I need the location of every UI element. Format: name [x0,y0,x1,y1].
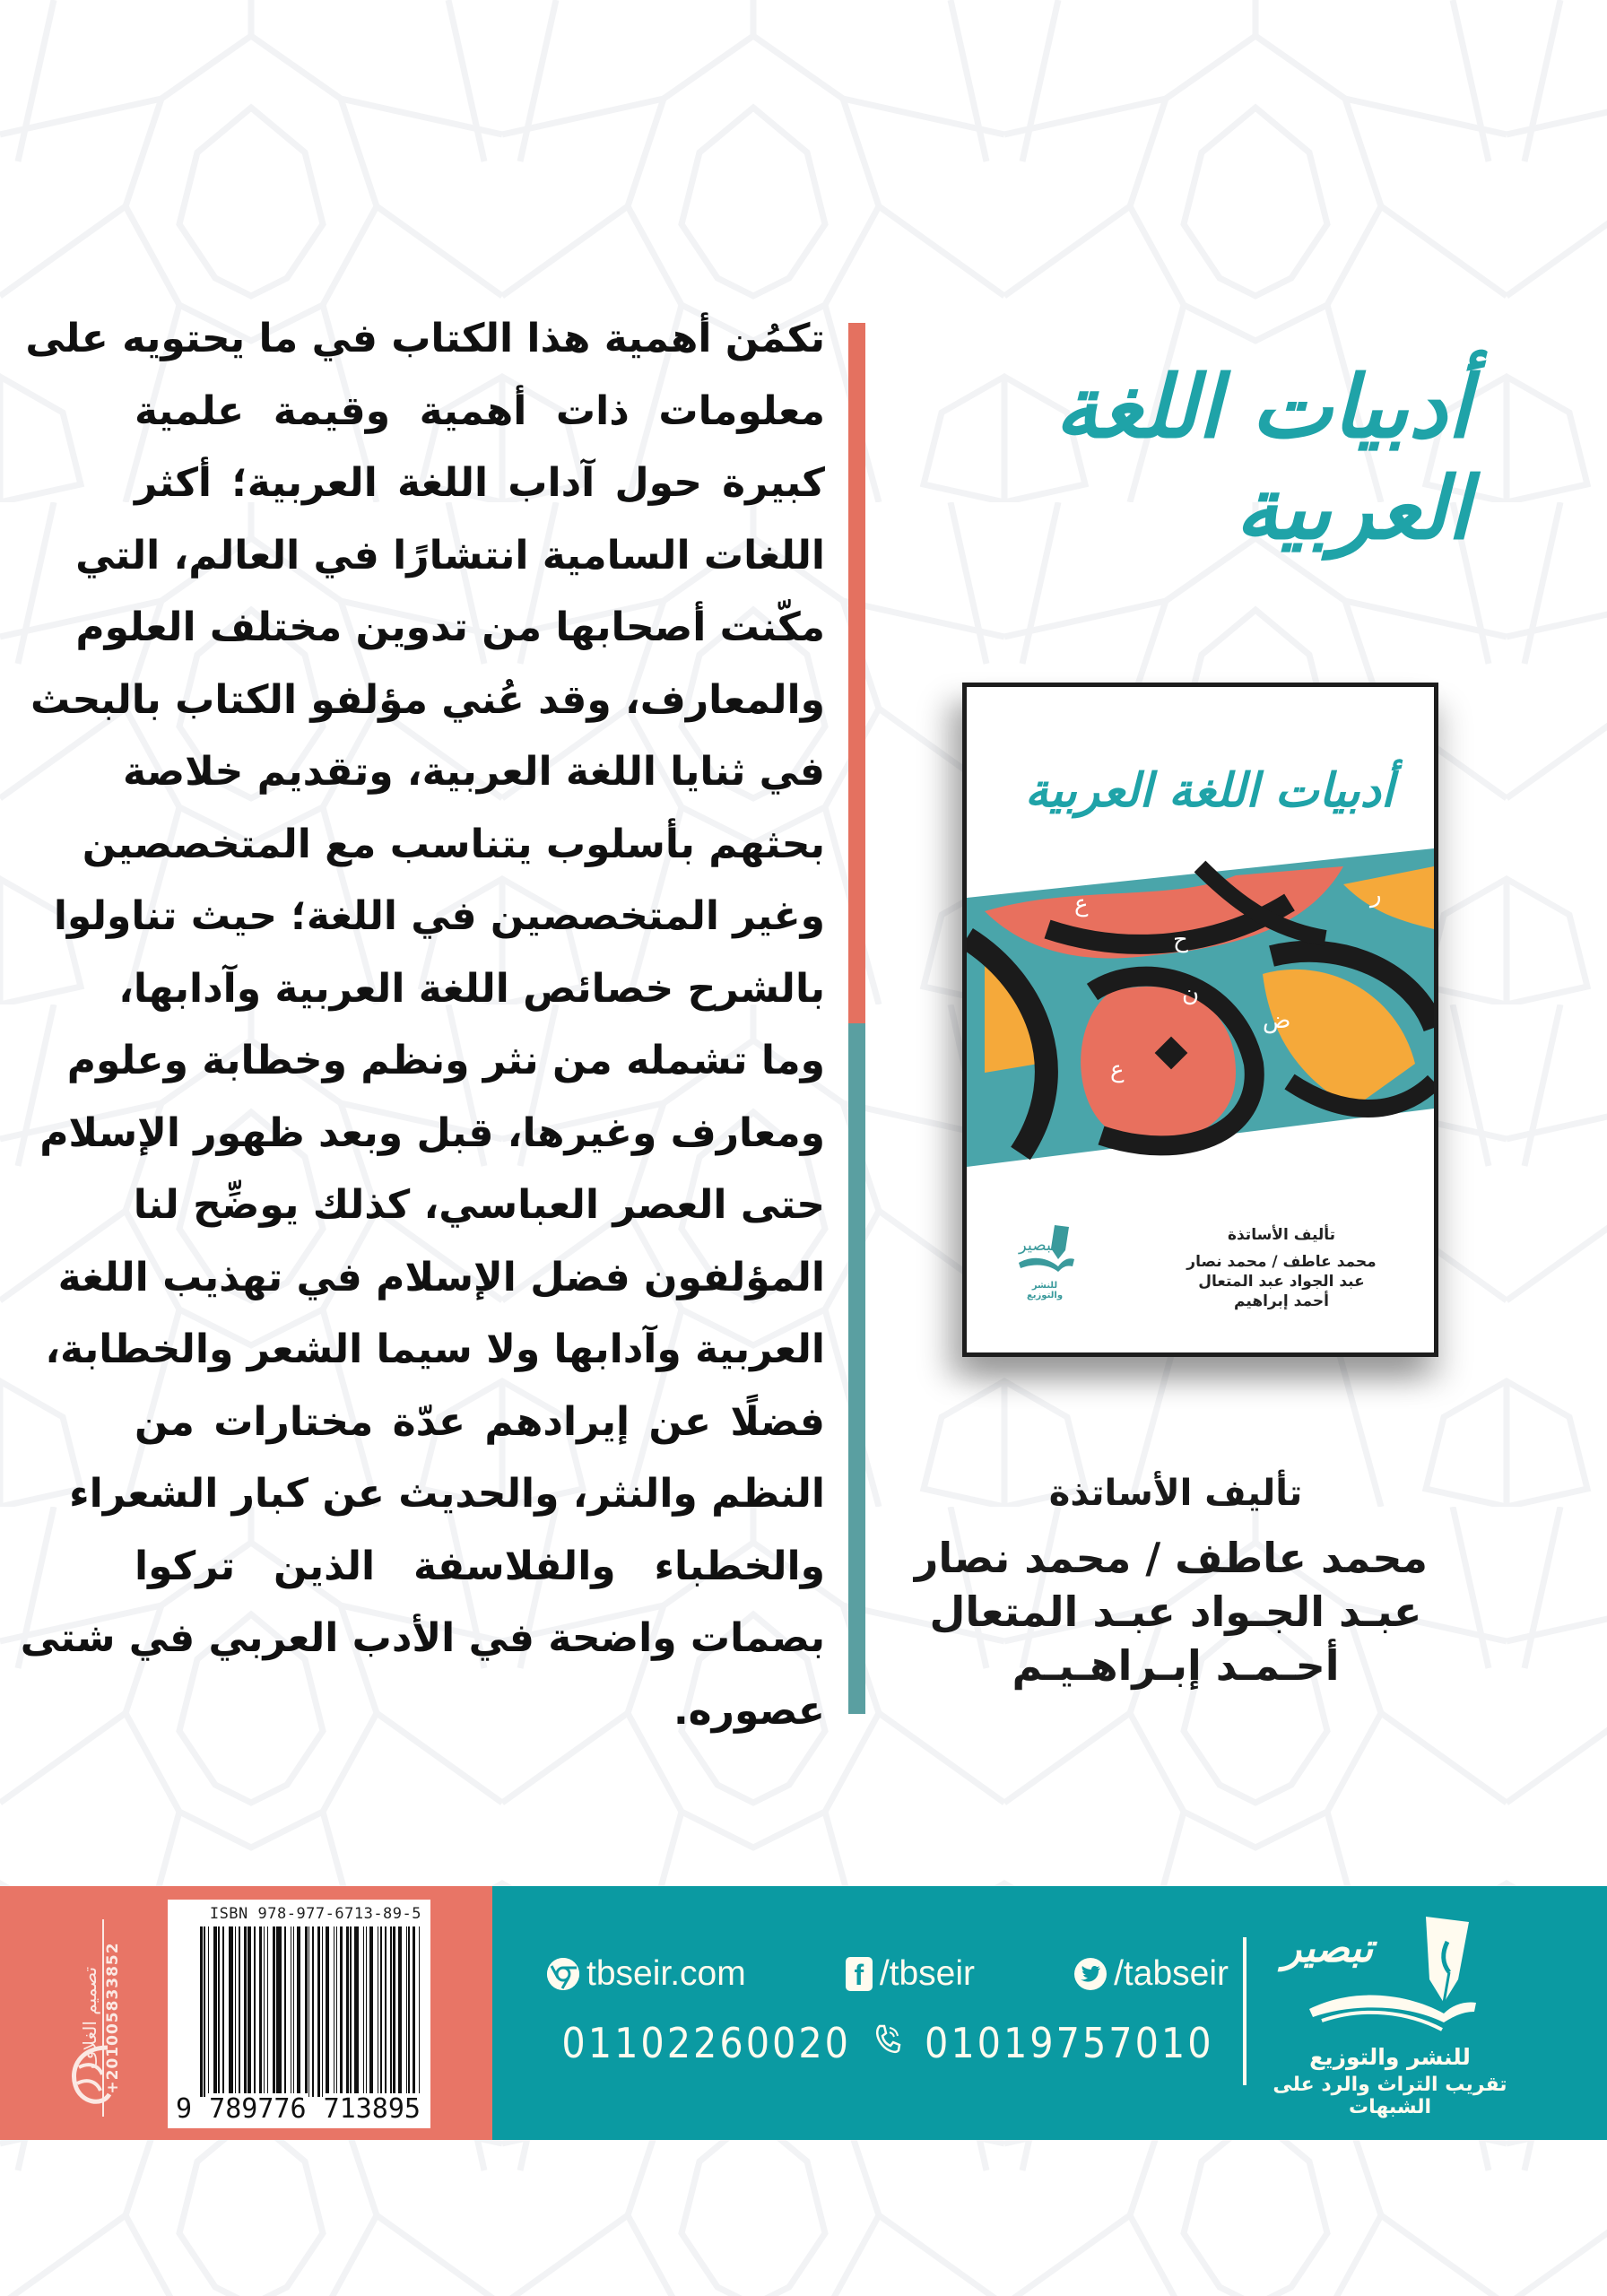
phone-icon [874,2024,901,2062]
barcode-bar [340,1926,343,2097]
book-mockup-author-line: محمد عاطف / محمد نصار [1186,1253,1377,1271]
calligraphy-art-band [967,848,1434,1180]
barcode-bar [393,1926,395,2097]
barcode-bar [317,1926,320,2097]
barcode-bar [200,1926,203,2097]
svg-text:ع: ع [1110,1057,1125,1083]
barcode-bar [312,1926,313,2097]
authors-label: تأليف الأساتذة [1048,1473,1303,1514]
publisher-brand: تبصير [1282,1926,1374,1971]
barcode-bar [366,1926,367,2097]
barcode-bar [322,1926,323,2097]
divider-bar-coral [848,323,865,1023]
barcode-bar [326,1926,329,2097]
svg-text:ر: ر [1370,882,1382,909]
barcode-bar [267,1926,268,2097]
barcode-bar [213,1926,217,2097]
barcode-bar [369,1926,373,2097]
author-line: محمد عاطف / محمد نصار [914,1534,1428,1582]
barcode-bar [244,1926,247,2097]
svg-text:ح: ح [1173,926,1188,953]
barcode-bar [273,1926,275,2097]
twitter-icon [1074,1958,1107,1990]
website-link[interactable]: tbseir.com [547,1954,746,1994]
svg-text:تبصير: تبصير [1019,1236,1056,1255]
barcode-bar [390,1926,391,2097]
publisher-name: للنشر والتوزيع [1309,2044,1471,2070]
barcode-bar [305,1926,308,2097]
facebook-icon: f [846,1957,873,1991]
designer-phone: +201005833852 [104,1942,122,2094]
barcode-bar [308,1926,309,2097]
publisher-logo [1264,1906,1516,2130]
publisher-tagline: تقريب التراث والرد على الشبهات [1273,2074,1507,2118]
author-line: عبـد الجـواد عبـد المتعال [929,1587,1422,1636]
twitter-link[interactable]: /tabseir [1074,1954,1229,1994]
description-line: والخطباء والفلاسفة الذين تركوا [135,1543,825,1589]
book-mockup-publisher-logo: تبصير للنشر والتوزيع [1013,1223,1076,1300]
description-line: فضلًا عن إيرادهم عدّة مختارات من [135,1398,825,1445]
description-line: المؤلفون فضل الإسلام في تهذيب اللغة [57,1254,825,1300]
book-title-calligraphy: أدبيات اللغة العربية [1055,356,1471,559]
author-line: أحـمـد إبـراهـيـم [1012,1641,1340,1690]
svg-text:ع: ع [1074,891,1089,918]
phone-number[interactable]: 01102260020 [561,2019,851,2067]
isbn-barcode [168,1900,430,2128]
barcode-bar [259,1926,262,2097]
barcode-bar [284,1926,287,2097]
divider-bar-teal [848,1023,865,1714]
barcode-bar [336,1926,337,2097]
description-line: تكمُن أهمية هذا الكتاب في ما يحتويه على [25,316,825,361]
svg-text:ن: ن [1182,980,1200,1007]
description-line: وما تشمله من نثر ونظم وخطابة وعلوم [66,1038,825,1083]
book-mockup-title: أدبيات اللغة العربية [1024,762,1394,818]
barcode-bar [398,1926,402,2097]
barcode-bar [363,1926,364,2097]
pen-book-logo-icon [1013,1223,1076,1277]
description-line: حتى العصر العباسي، كذلك يوضِّح لنا [133,1182,825,1228]
description-line: معلومات ذات أهمية وقيمة علمية [135,387,825,434]
book-mockup-credits: تأليف الأساتذة محمد عاطف / محمد نصار عبد الجواد عبد المتعال أحمد إبراهيم [1165,1225,1398,1311]
phone-number[interactable]: 01019757010 [925,2019,1214,2067]
book-cover-mockup [962,683,1438,1357]
barcode-bars [200,1926,421,2097]
description-line: كبيرة حول آداب اللغة العربية؛ أكثر [135,460,825,506]
isbn-digits: 9 789776 713895 [176,2093,421,2125]
description-line: بحثهم بأسلوب يتناسب مع المتخصصين [82,821,825,867]
designer-signature-icon [63,2040,117,2112]
description-line: اللغات السامية انتشارًا في العالم، التي [75,532,825,578]
barcode-bar [222,1926,225,2097]
barcode-bar [297,1926,300,2097]
isbn-label: ISBN 978-977-6713-89-5 [209,1905,421,1923]
barcode-bar [293,1926,294,2097]
barcode-bar [218,1926,219,2097]
barcode-bar [208,1926,209,2097]
barcode-bar [276,1926,282,2097]
barcode-bar [235,1926,236,2097]
barcode-bar [354,1926,360,2097]
description-line: النظم والنثر، والحديث عن كبار الشعراء [69,1471,825,1517]
description-line: في ثنايا اللغة العربية، وتقديم خلاصة [122,749,825,795]
publisher-contacts [547,1951,1229,2067]
barcode-bar [413,1926,415,2097]
description-line: وغير المتخصصين في اللغة؛ حيث تناولوا [53,893,825,939]
description-line: والمعارف، وقد عُني مؤلفو الكتاب بالبحث [30,676,825,723]
barcode-bar [419,1926,420,2097]
book-description [20,303,825,1747]
description-line: عصوره. [673,1687,825,1734]
barcode-bar [350,1926,351,2097]
barcode-bar [346,1926,349,2097]
chrome-icon [547,1958,579,1990]
barcode-bar [385,1926,386,2097]
publisher-divider [1243,1937,1247,2085]
barcode-bar [406,1926,407,2097]
book-mockup-author-line: عبد الجواد عبد المتعال [1198,1273,1365,1291]
designer-label: تصميم الغلاف [79,1919,104,2117]
authors-block [914,1466,1428,1692]
book-mockup-author-line: أحمد إبراهيم [1234,1292,1329,1310]
facebook-link[interactable]: f /tbseir [846,1954,975,1994]
description-line: ومعارف وغيرها، قبل وبعد ظهور الإسلام [39,1109,825,1156]
description-line: بصمات واضحة في الأدب العربي في شتى [20,1615,825,1661]
barcode-bar [380,1926,383,2097]
barcode-bar [248,1926,251,2097]
svg-text:ض: ض [1263,1007,1291,1034]
barcode-bar [229,1926,234,2097]
description-line: العربية وآدابها ولا سيما الشعر والخطابة، [45,1326,825,1372]
barcode-bar [264,1926,265,2097]
description-line: بالشرح خصائص اللغة العربية وآدابها، [118,965,825,1012]
barcode-bar [254,1926,255,2097]
barcode-bar [408,1926,409,2097]
description-line: مكّنت أصحابها من تدوين مختلف العلوم [75,604,825,650]
